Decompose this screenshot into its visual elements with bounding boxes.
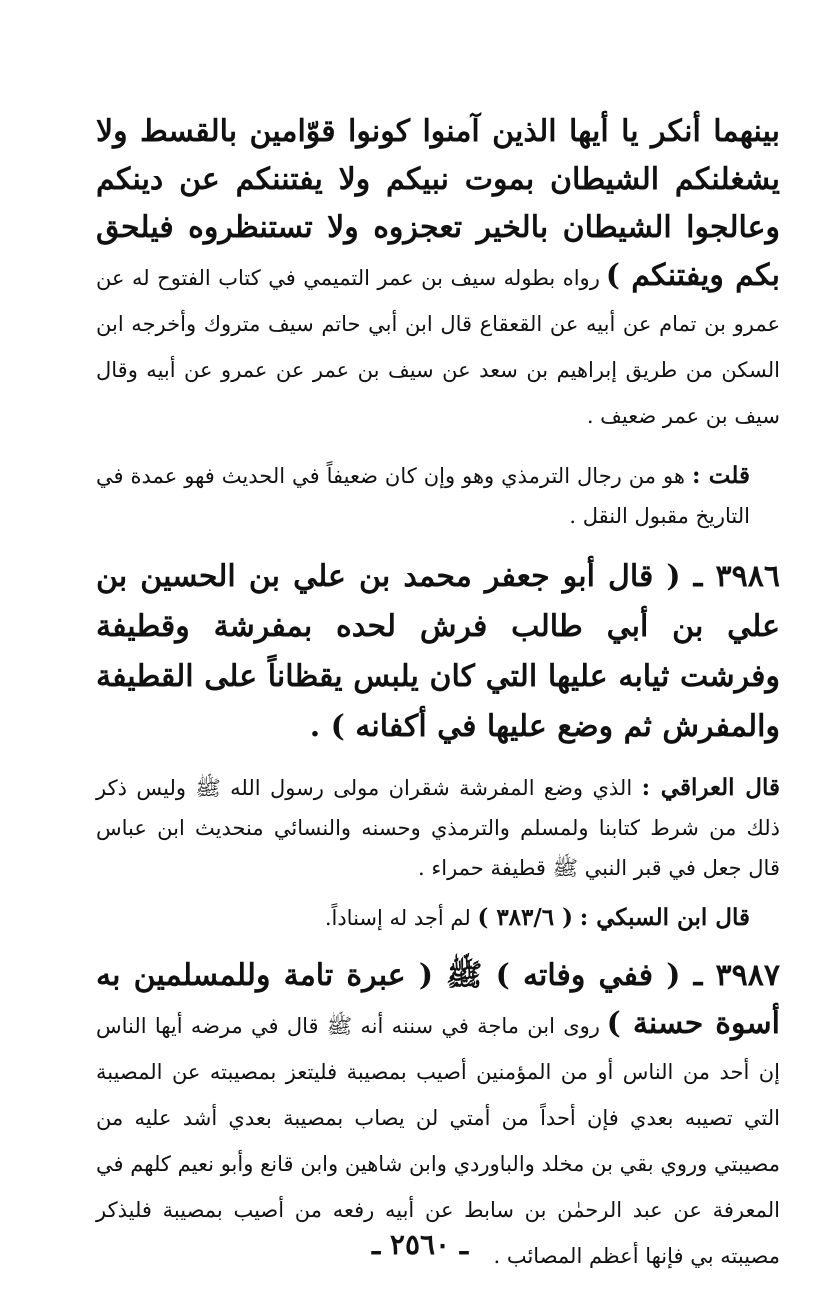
subki-reference: ( ٣٨٣/٦ ) <box>477 904 574 931</box>
hadith-3987-text: روى ابن ماجة في سننه أنه ﷺ قال في مرضه أيها الناس إن أحد من الناس أو من المؤمنين أصيب بمصيبة فليتعز بمصيبته عن المصيبة التي تصيبه بعدي فإن أحداً من أمتي لن يصاب بمصيبة بعدي أشد عليه من مصيبتي وروي بقي بن مخلد والباوردي وابن شاهين وابن قانع وأبو نعيم كلهم في المعرفة عن عبد الرحمٰن بن سابط عن أبيه رفعه من أصيب بمصيبة فليذكر مصيبته بي فإنها أعظم المصائب . <box>96 1014 780 1268</box>
paragraph-continuation <box>96 110 780 440</box>
iraqi-label: قال العراقي : <box>641 774 780 801</box>
note-text: هو من رجال الترمذي وهو وإن كان ضعيفاً في الحديث فهو عمدة في التاريخ مقبول النقل . <box>96 464 750 528</box>
page-body <box>96 110 780 1280</box>
note-subki <box>96 898 780 938</box>
iraqi-text: الذي وضع المفرشة شقران مولى رسول الله ﷺ وليس ذكر ذلك من شرط كتابنا ولمسلم والترمذي وحسنه والنسائي منحديث ابن عباس قال جعل في قبر النبي ﷺ قطيفة حمراء . <box>96 776 780 880</box>
note-label: قلت : <box>691 462 750 489</box>
page-number: ـ ٢٥٦٠ ـ <box>371 1228 469 1261</box>
narration-text: رواه بطوله سيف بن عمر التميمي في كتاب الفتوح له عن عمرو بن تمام عن أبيه عن القعقاع قال ابن أبي حاتم سيف متروك وأخرجه ابن السكن من طريق إبراهيم بن سعد عن سيف بن عمر عن عمرو عن أبيه وقال سيف بن عمر ضعيف . <box>96 266 780 428</box>
subki-label: قال ابن السبكي : <box>579 904 750 931</box>
note-iraqi <box>96 768 780 888</box>
subki-text: لم أجد له إسناداً. <box>324 906 471 930</box>
hadith-text-bold: بينهما أنكر يا أيها الذين آمنوا كونوا قوّامين بالقسط ولا يشغلنكم الشيطان بموت نبيكم ولا يفتننكم عن دينكم وعالجوا الشيطان بالخير تعجزوه ولا تستنظروه فيلحق بكم ويفتنكم ) <box>96 114 780 293</box>
hadith-3986: ٣٩٨٦ ـ ( قال أبو جعفر محمد بن علي بن الحسين بن علي بن أبي طالب فرش لحده بمفرشة وقطيفة وفرشت ثيابه عليها التي كان يلبس يقظاناً على القطيفة والمفرش ثم وضع عليها في أكفانه ) . <box>96 559 780 744</box>
note-qultu <box>96 456 780 536</box>
hadith-3987-bold: ٣٩٨٧ ـ ( ففي وفاته ) ﷺ ( عبرة تامة وللمسلمين به أسوة حسنة ) <box>96 958 780 1041</box>
